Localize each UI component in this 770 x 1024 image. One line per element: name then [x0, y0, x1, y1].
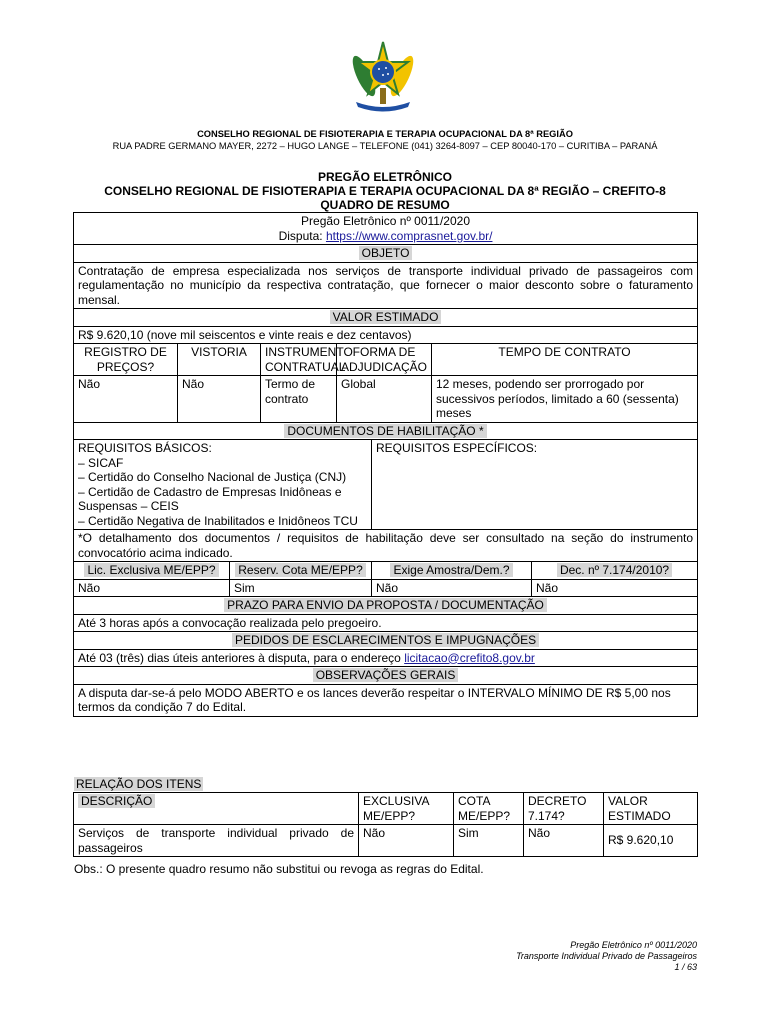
req-basico-item: – Certidão de Cadastro de Empresas Inidôneas e Suspensas – CEIS: [78, 484, 342, 513]
pedidos-header: PEDIDOS DE ESCLARECIMENTOS E IMPUGNAÇÕES: [232, 633, 539, 647]
docs-header-cell: [74, 422, 698, 440]
flag-dec-value: Não: [532, 579, 698, 597]
item-descricao: Serviços de transporte individual privado de passageiros: [74, 825, 359, 857]
flag-amostra-header: [372, 562, 532, 580]
doc-title-line3: QUADRO DE RESUMO: [320, 198, 450, 212]
item-exclusiva: Não: [359, 825, 454, 857]
items-col-descricao: [74, 793, 359, 825]
prazo-header: PRAZO PARA ENVIO DA PROPOSTA / DOCUMENTAÇÃO: [224, 598, 547, 612]
item-valor: R$ 9.620,10: [604, 825, 698, 857]
footer-page-number: 1 / 63: [674, 962, 697, 972]
prazo-text: Até 3 horas após a convocação realizada pelo pregoeiro.: [74, 614, 698, 632]
pedidos-header-cell: [74, 632, 698, 650]
flag-reserv-header: [230, 562, 372, 580]
flag-dec-label: Dec. nº 7.174/2010?: [557, 563, 672, 577]
objeto-header-cell: [74, 245, 698, 263]
coat-of-arms-brazil-icon: [350, 40, 416, 116]
obs-final: Obs.: O presente quadro resumo não substitui ou revoga as regras do Edital.: [74, 862, 484, 876]
col-registro: REGISTRO DE PREÇOS?: [74, 344, 178, 376]
pedidos-text: Até 03 (três) dias úteis anteriores à disputa, para o endereço: [78, 650, 405, 665]
flag-amostra-label: Exige Amostra/Dem.?: [390, 563, 512, 577]
req-especificos: [372, 440, 698, 530]
objeto-header: OBJETO: [359, 246, 413, 260]
objeto-text: Contratação de empresa especializada nos serviços de transporte individual privado de passageiros com regulamentação no município da respectiva contratação, que fornecer o maior desconto sobre o faturamento mensal.: [74, 262, 698, 309]
items-title: RELAÇÃO DOS ITENS: [76, 777, 202, 791]
summary-table: [73, 212, 698, 717]
docs-note: *O detalhamento dos documentos / requisitos de habilitação deve ser consultado na seção do instrumento convocatório acima indicado.: [74, 530, 698, 562]
items-table: [73, 792, 698, 857]
valor-text: R$ 9.620,10 (nove mil seiscentos e vinte reais e dez centavos): [74, 326, 698, 344]
col-forma: FORMA DE ADJUDICAÇÃO: [337, 344, 432, 376]
doc-title-line2: CONSELHO REGIONAL DE FISIOTERAPIA E TERAPIA OCUPACIONAL DA 8ª REGIÃO – CREFITO-8: [104, 184, 666, 198]
disputa-label: Disputa:: [278, 228, 326, 243]
flag-reserv-label: Reserv. Cota ME/EPP?: [235, 563, 366, 577]
prazo-header-cell: [74, 597, 698, 615]
col-instrumento: INSTRUMENTO CONTRATUAL: [261, 344, 337, 376]
flag-lic-header: [74, 562, 230, 580]
pregao-cell: [74, 213, 698, 245]
footer-pregao: Pregão Eletrônico nº 0011/2020: [570, 940, 697, 950]
flag-amostra-value: Não: [372, 579, 532, 597]
req-especificos-title: REQUISITOS ESPECÍFICOS:: [376, 441, 538, 455]
flag-dec-header: [532, 562, 698, 580]
items-col-descricao-label: DESCRIÇÃO: [78, 794, 155, 808]
docs-header: DOCUMENTOS DE HABILITAÇÃO *: [284, 424, 486, 438]
footer-subject: Transporte Individual Privado de Passageiros: [516, 951, 697, 961]
items-col-exclusiva: EXCLUSIVA ME/EPP?: [359, 793, 454, 825]
items-col-decreto: DECRETO 7.174?: [524, 793, 604, 825]
pedidos-text-cell: [74, 649, 698, 667]
col-vistoria: VISTORIA: [178, 344, 261, 376]
flag-lic-value: Não: [74, 579, 230, 597]
flag-reserv-value: Sim: [230, 579, 372, 597]
item-cota: Sim: [454, 825, 524, 857]
req-basico-item: – Certidão do Conselho Nacional de Justiça (CNJ): [78, 470, 347, 484]
req-basico-item: – Certidão Negativa de Inabilitados e Inidôneos TCU: [78, 513, 358, 528]
valor-header-cell: [74, 309, 698, 327]
disputa-link[interactable]: https://www.comprasnet.gov.br/: [325, 228, 493, 243]
req-basico-item: – SICAF: [78, 455, 124, 470]
org-header: CONSELHO REGIONAL DE FISIOTERAPIA E TERAPIA OCUPACIONAL DA 8ª REGIÃO: [197, 129, 573, 139]
org-address: RUA PADRE GERMANO MAYER, 2272 – HUGO LANGE – TELEFONE (041) 3264-8097 – CEP 80040-170 – CURITIBA – PARANÁ: [112, 141, 658, 151]
items-col-cota: COTA ME/EPP?: [454, 793, 524, 825]
val-instrumento: Termo de contrato: [261, 376, 337, 423]
req-basicos: [74, 440, 372, 530]
obs-text: A disputa dar-se-á pelo MODO ABERTO e os lances deverão respeitar o INTERVALO MÍNIMO DE R$ 5,00 nos termos da condição 7 do Edital.: [74, 684, 698, 716]
obs-header-cell: [74, 667, 698, 685]
disputa-line: [78, 229, 693, 244]
col-tempo: TEMPO DE CONTRATO: [432, 344, 698, 376]
val-registro: Não: [74, 376, 178, 423]
item-decreto: Não: [524, 825, 604, 857]
valor-header: VALOR ESTIMADO: [330, 310, 442, 324]
pregao-number: Pregão Eletrônico nº 0011/2020: [301, 214, 470, 228]
obs-header: OBSERVAÇÕES GERAIS: [313, 668, 459, 682]
flag-lic-label: Lic. Exclusiva ME/EPP?: [84, 563, 218, 577]
req-basicos-title: REQUISITOS BÁSICOS:: [78, 441, 212, 455]
table-row: [74, 825, 698, 857]
val-forma: Global: [337, 376, 432, 423]
val-tempo: 12 meses, podendo ser prorrogado por sucessivos períodos, limitado a 60 (sessenta) meses: [432, 376, 698, 423]
doc-title-line1: PREGÃO ELETRÔNICO: [317, 170, 452, 184]
items-col-valor: VALOR ESTIMADO: [604, 793, 698, 825]
pedidos-email-link[interactable]: licitacao@crefito8.gov.br: [404, 650, 535, 665]
val-vistoria: Não: [178, 376, 261, 423]
